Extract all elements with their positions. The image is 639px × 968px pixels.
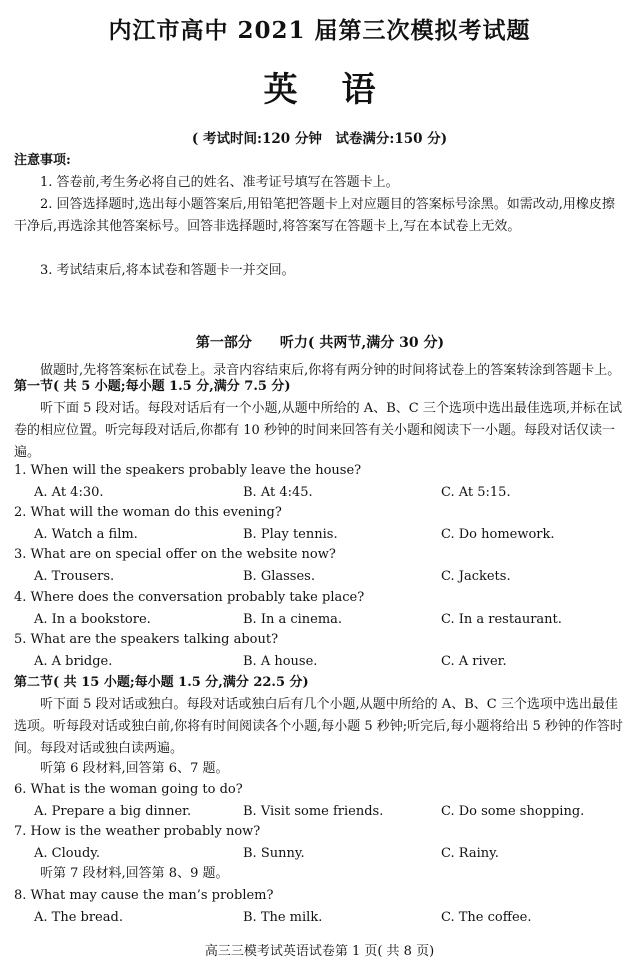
section2-heading: 第二节( 共 15 小题;每小题 1.5 分,满分 22.5 分) bbox=[14, 675, 309, 690]
q8-option-b: B. The milk. bbox=[243, 910, 323, 925]
q3-option-a: A. Trousers. bbox=[34, 569, 115, 584]
subject-title bbox=[0, 62, 639, 111]
q8-option-a: A. The bread. bbox=[34, 910, 123, 925]
subject-char-1: 英 bbox=[263, 70, 298, 110]
q1-option-c: C. At 5:15. bbox=[441, 485, 511, 500]
question-5: 5. What are the speakers talking about? bbox=[14, 632, 279, 647]
page-footer: 高三三模考试英语试卷第 1 页( 共 8 页) bbox=[204, 944, 435, 959]
section1-intro: 听下面 5 段对话。每段对话后有一个小题,从题中所给的 A、B、C 三个选项中选出最佳选项,并标在试卷的相应位置。听完每段对话后,你都有 10 秒钟的时间来回答有关小题和阅读下一小题。每段对话仅读一遍。 bbox=[14, 401, 622, 460]
q7-option-c: C. Rainy. bbox=[441, 846, 499, 861]
q6-option-a: A. Prepare a big dinner. bbox=[34, 804, 192, 819]
q4-option-c: C. In a restaurant. bbox=[441, 612, 562, 627]
q4-option-b: B. In a cinema. bbox=[243, 612, 343, 627]
question-7: 7. How is the weather probably now? bbox=[14, 824, 261, 839]
notice-heading: 注意事项: bbox=[14, 153, 71, 168]
part1-heading: 第一部分 听力( 共两节,满分 30 分) bbox=[195, 335, 445, 351]
question-6: 6. What is the woman going to do? bbox=[14, 782, 243, 797]
section1-heading: 第一节( 共 5 小题;每小题 1.5 分,满分 7.5 分) bbox=[14, 379, 291, 394]
q8-option-c: C. The coffee. bbox=[441, 910, 532, 925]
question-2: 2. What will the woman do this evening? bbox=[14, 505, 282, 520]
q6-option-b: B. Visit some friends. bbox=[243, 804, 384, 819]
q2-option-b: B. Play tennis. bbox=[243, 527, 338, 542]
question-4: 4. Where does the conversation probably take place? bbox=[14, 590, 365, 605]
notice-item-3: 3. 考试结束后,将本试卷和答题卡一并交回。 bbox=[40, 263, 295, 278]
material-7-note: 听第 7 段材料,回答第 8、9 题。 bbox=[40, 866, 229, 881]
q5-option-a: A. A bridge. bbox=[34, 654, 113, 669]
q3-option-c: C. Jackets. bbox=[441, 569, 511, 584]
q7-option-b: B. Sunny. bbox=[243, 846, 305, 861]
q4-option-a: A. In a bookstore. bbox=[34, 612, 151, 627]
q6-option-c: C. Do some shopping. bbox=[441, 804, 585, 819]
q1-option-b: B. At 4:45. bbox=[243, 485, 313, 500]
notice-item-2: 2. 回答选择题时,选出每小题答案后,用铅笔把答题卡上对应题目的答案标号涂黑。如需改动,用橡皮擦干净后,再选涂其他答案标号。回答非选择题时,将答案写在答题卡上,写在本试卷上无效。 bbox=[14, 197, 615, 234]
subject-char-2: 语 bbox=[341, 70, 376, 110]
q3-option-b: B. Glasses. bbox=[243, 569, 315, 584]
question-8: 8. What may cause the man’s problem? bbox=[14, 888, 274, 903]
question-3: 3. What are on special offer on the website now? bbox=[14, 547, 336, 562]
exam-info: ( 考试时间:120 分钟 试卷满分:150 分) bbox=[191, 131, 448, 147]
q2-option-c: C. Do homework. bbox=[441, 527, 555, 542]
q5-option-c: C. A river. bbox=[441, 654, 507, 669]
q7-option-a: A. Cloudy. bbox=[34, 846, 101, 861]
material-6-note: 听第 6 段材料,回答第 6、7 题。 bbox=[40, 761, 229, 776]
section2-intro: 听下面 5 段对话或独白。每段对话或独白后有几个小题,从题中所给的 A、B、C 三个选项中选出最佳选项。听每段对话或独白前,你将有时间阅读各个小题,每小题 5 秒钟;听完后,每小题将给出 5 秒钟的作答时间。每段对话或独白读两遍。 bbox=[14, 697, 623, 756]
part1-intro: 做题时,先将答案标在试卷上。录音内容结束后,你将有两分钟的时间将试卷上的答案转涂到答题卡上。 bbox=[40, 363, 621, 378]
q5-option-b: B. A house. bbox=[243, 654, 318, 669]
question-1: 1. When will the speakers probably leave the house? bbox=[14, 463, 362, 478]
notice-item-1: 1. 答卷前,考生务必将自己的姓名、准考证号填写在答题卡上。 bbox=[40, 175, 399, 190]
q2-option-a: A. Watch a film. bbox=[34, 527, 138, 542]
exam-title: 内江市高中 2021 届第三次模拟考试题 bbox=[108, 17, 531, 44]
q1-option-a: A. At 4:30. bbox=[34, 485, 104, 500]
